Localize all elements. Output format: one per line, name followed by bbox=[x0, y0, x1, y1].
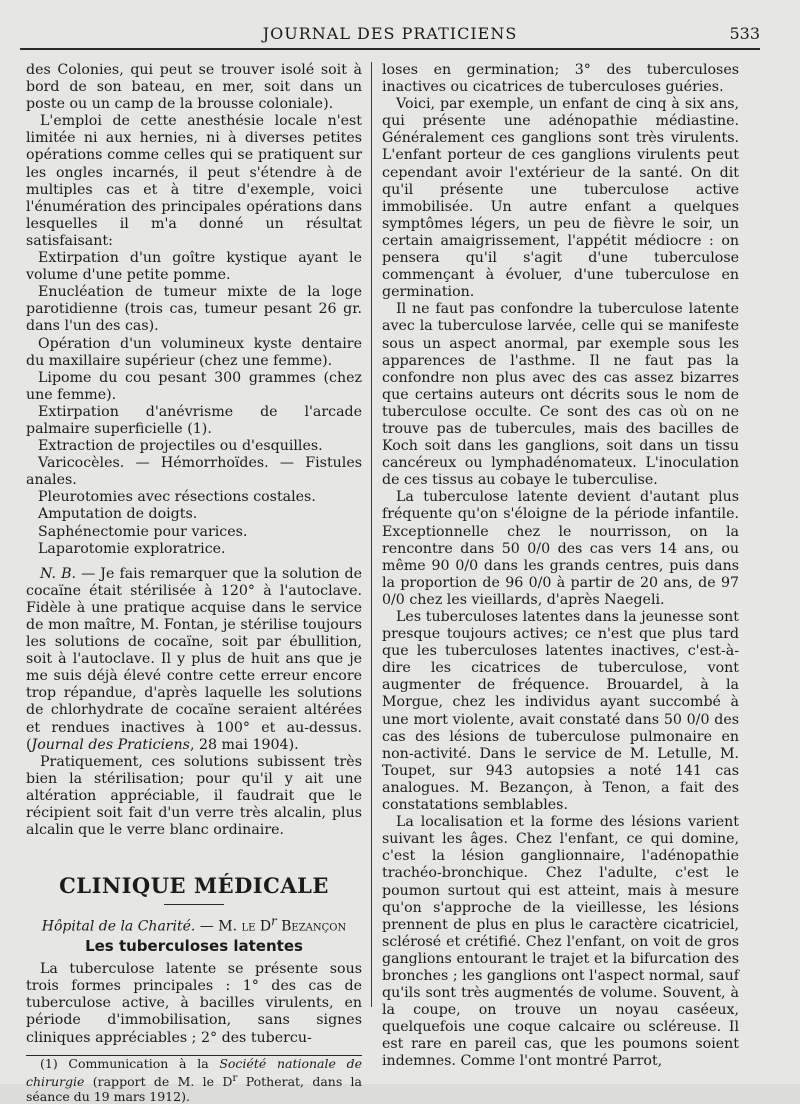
operation-item: Enucléation de tumeur mixte de la loge parotidienne (trois cas, tumeur pesant 26 gr. dans l'un des cas). bbox=[26, 284, 362, 335]
operation-item: Laparotomie exploratrice. bbox=[38, 540, 226, 557]
paragraph: des Colonies, qui peut se trouver isolé soit à bord de son bateau, en mer, soit dans un poste ou un camp de la brousse coloniale). bbox=[26, 62, 362, 113]
paragraph: La localisation et la forme des lésions varient suivant les âges. Chez l'enfant, ce qui domine, c'est la lésion ganglionnaire, l'adénopathie trachéo-bronchique. Chez l'adulte, c'est le poumon surtout qui est atteint, mais à mesure qu'on s'approche de la vieillesse, les lésions prennent de plus en plus le caractère cicatriciel, sclérosé et crétifié. Chez l'enfant, on voit de gros ganglions entourant le trajet et la bifurcation des bronches ; les ganglions ont l'aspect normal, sauf qu'ils sont très augmentés de volume. Souvent, à la coupe, on trouve un noyau caséeux, quelquefois une coque calcaire ou scléreuse. Il est rare en pareil cas, que les poumons soient indemnes. Comme l'ont montré Parrot, bbox=[382, 814, 739, 1070]
operation-item: Varicocèles. — Hémorrhoïdes. — Fistules anales. bbox=[26, 455, 362, 489]
nota-bene bbox=[26, 566, 362, 754]
divider bbox=[164, 904, 224, 905]
paragraph: Voici, par exemple, un enfant de cinq à six ans, qui présente une adénopathie médiastine. Généralement ces ganglions sont très virulents. L'enfant porteur de ces ganglions virulents peut cependant avoir l'extérieur de la santé. On dit qu'il présente une tuberculose active immobilisée. Un autre enfant a quelques symptômes légers, un peu de fièvre le soir, un certain amaigrissement, l'appétit médiocre : on pensera qu'il s'agit d'une tuberculose commençant à évoluer, d'une tuberculose en germination. bbox=[382, 96, 739, 301]
right-column bbox=[382, 62, 739, 1071]
hospital-name: Hôpital de la Charité. bbox=[41, 918, 196, 935]
paragraph: La tuberculose latente devient d'autant plus fréquente qu'on s'éloigne de la période infantile. Exceptionnelle chez le nourrisson, on la rencontre dans 50 0/0 des cas vers 14 ans, ou même 90 0/0 dans les grands centres, puis dans la proportion de 96 0/0 à partir de 20 ans, de 97 0/0 chez les vieillards, d'après Naegeli. bbox=[382, 489, 739, 608]
paragraph: L'emploi de cette anesthésie locale n'est limitée ni aux hernies, ni à diverses petites opérations comme celles qui se pratiquent sur les ongles incarnés, il peut s'étendre à de multiples cas et à titre d'exemple, voici l'énumération des principales opérations dans lesquelles il m'a donné un résultat satisfaisant: bbox=[26, 113, 362, 249]
footnote-text: Potherat, dans la séance du 19 mars 1912). bbox=[26, 1073, 362, 1104]
section-title: CLINIQUE MÉDICALE bbox=[59, 873, 329, 899]
column-divider bbox=[371, 62, 372, 1007]
doctor-name: Bezançon bbox=[276, 918, 347, 935]
footnote-text: (1) Communication à la bbox=[40, 1055, 220, 1071]
footnote bbox=[26, 1056, 362, 1104]
operation-item: Lipome du cou pesant 300 grammes (chez une femme). bbox=[26, 369, 362, 403]
operation-item: Extraction de projectiles ou d'esquilles. bbox=[38, 438, 323, 455]
paragraph: Pratiquement, ces solutions subissent très bien la stérilisation; pour qu'il y ait une altération appréciable, il faudrait que le récipient soit fait d'un verre très alcalin, plus alcalin que le verre blanc ordinaire. bbox=[26, 753, 362, 839]
nb-label: N. B. bbox=[40, 565, 77, 582]
page-number: 533 bbox=[729, 24, 760, 43]
nb-date: , 28 mai 1904). bbox=[189, 736, 299, 753]
operation-item: Saphénectomie pour varices. bbox=[38, 523, 248, 540]
footnote-text: (rapport de M. le D bbox=[84, 1073, 233, 1089]
paragraph: Il ne faut pas confondre la tuberculose latente avec la tuberculose larvée, celle qui se manifeste sous un aspect anormal, par exemple sous les apparences de l'asthme. Il ne faut pas la confondre non plus avec des cas assez bizarres que certains auteurs ont décrits sous le nom de tuberculose occulte. Ce sont des cas où on ne trouve pas de tubercules, mais des bacilles de Koch soit dans les ganglions, soit dans un tissu cancéreux ou lymphadénomateux. L'inoculation de ces tissus au cobaye le tuberculise. bbox=[382, 301, 739, 489]
operation-item: Opération d'un volumineux kyste dentaire du maxillaire supérieur (chez une femme). bbox=[26, 335, 362, 369]
doctor-sup: r bbox=[271, 914, 277, 929]
left-column bbox=[26, 62, 362, 1104]
nb-reference: Journal des Praticiens bbox=[31, 736, 190, 753]
operation-item: Pleurotomies avec résections costales. bbox=[38, 489, 316, 506]
operation-item: Extirpation d'un goître kystique ayant le volume d'une petite pomme. bbox=[26, 250, 362, 284]
operation-item: Extirpation d'anévrisme de l'arcade palmaire superficielle (1). bbox=[26, 403, 362, 437]
nb-text: — Je fais remarquer que la solution de cocaïne était stérilisée à 120° à l'autoclave. Fidèle à une pratique acquise dans le service de mon maître, M. Fontan, je stérilise toujours les solutions de cocaïne, soit par ébullition, soit à l'autoclave. Il y plus de huit ans que je me suis déjà élevé contre cette erreur encore trop répandue, d'après laquelle les solutions de chlorhydrate de cocaïne seraient altérées et rendues inactives à 100° et au-dessus. ( bbox=[26, 565, 362, 753]
paragraph: loses en germination; 3° des tuberculoses inactives ou cicatrices de tuberculoses guéries. bbox=[382, 62, 739, 96]
paragraph: Les tuberculoses latentes dans la jeunesse sont presque toujours actives; ce n'est que plus tard que les tuberculoses latentes inactives, c'est-à-dire les cicatrices de tuberculose, vont augmenter de fréquence. Brouardel, à la Morgue, chez les individus ayant succombé à une mort violente, avait constaté dans 50 0/0 des cas des lésions de tuberculose pulmonaire en non-activité. Dans le service de M. Letulle, M. Toupet, sur 943 autopsies a noté 141 cas analogues. M. Bezançon, à Tenon, a fait des constatations semblables. bbox=[382, 609, 739, 814]
paragraph: La tuberculose latente se présente sous trois formes principales : 1° des cas de tuberculose active, à bacilles virulents, en période d'immobilisation, sans signes cliniques appréciables ; 2° des tubercu- bbox=[26, 961, 362, 1046]
journal-title: JOURNAL DES PRATICIENS bbox=[262, 24, 518, 43]
footnote-sup: r bbox=[232, 1071, 238, 1084]
running-header bbox=[20, 18, 760, 50]
footnote-society: Société nationale de chirurgie bbox=[26, 1055, 362, 1089]
doctor-prefix: — M. le D bbox=[195, 918, 272, 935]
hospital-line bbox=[26, 913, 362, 936]
lecture-title: Les tuberculoses latentes bbox=[85, 937, 303, 956]
operation-item: Amputation de doigts. bbox=[38, 506, 198, 523]
